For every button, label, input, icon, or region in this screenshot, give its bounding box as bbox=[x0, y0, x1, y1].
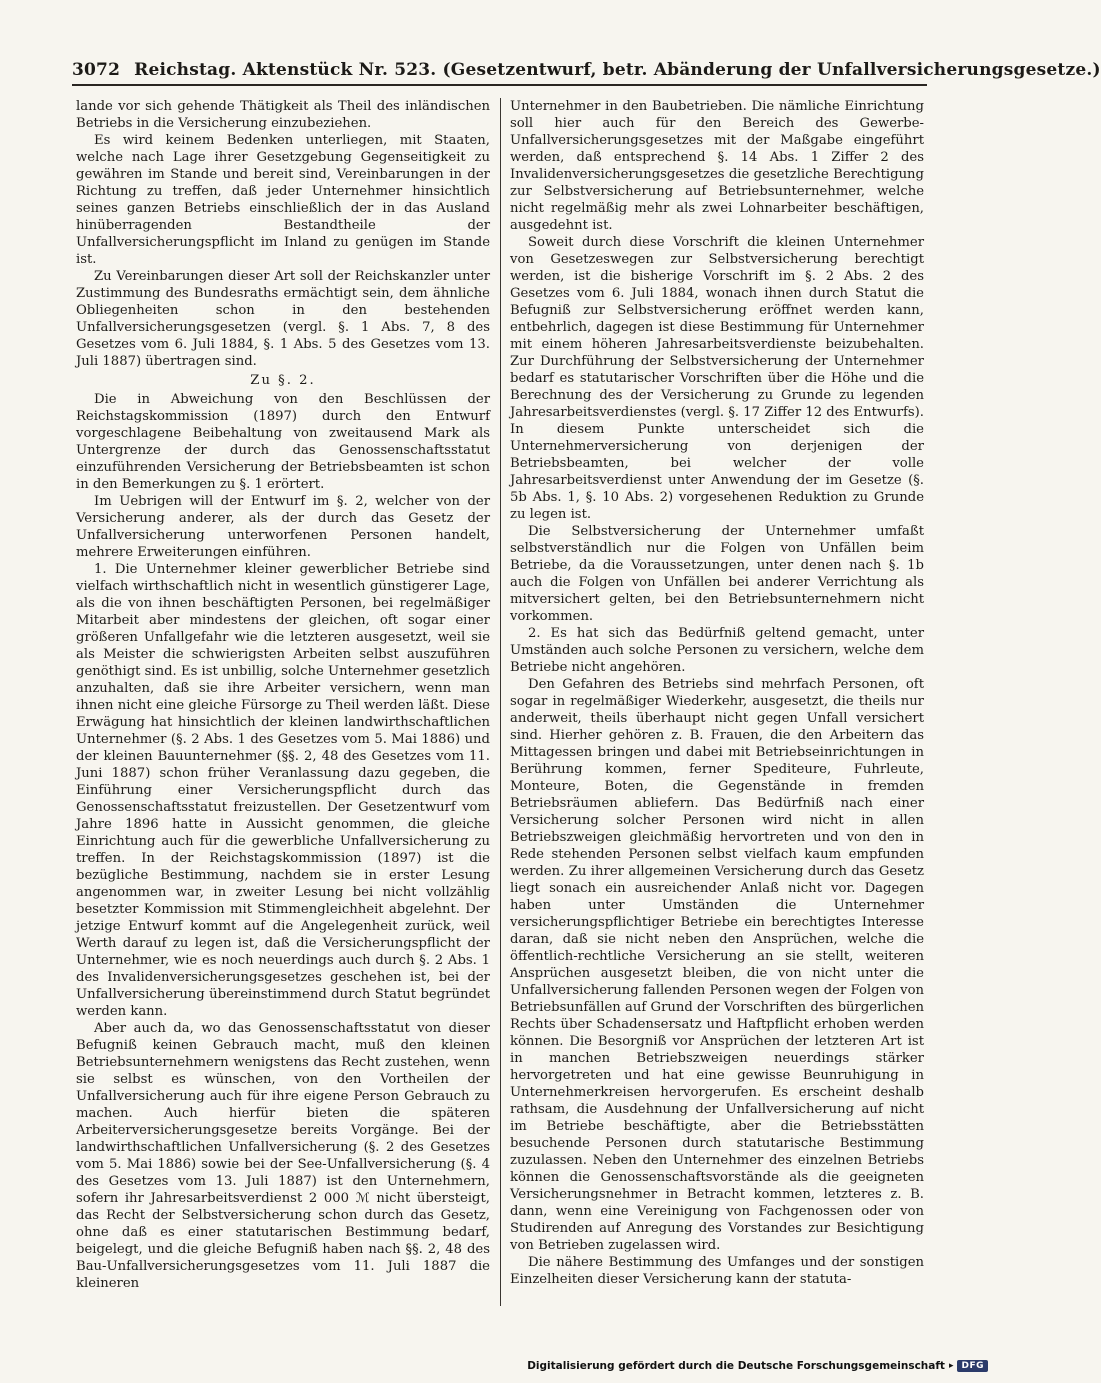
paragraph: Die nähere Bestimmung des Umfanges und der sonstigen Einzelheiten dieser Versicherung kann der statuta- bbox=[510, 1255, 924, 1287]
paragraph: Es wird keinem Bedenken unterliegen, mit Staaten, welche nach Lage ihrer Gesetzgebung Gegenseitigkeit zu gewähren im Stande und bereit sind, Vereinbarungen in der Richtung zu treffen, daß jeder Unternehmer hinsichtlich seines ganzen Betriebs einschließlich der in das Ausland hinüberragenden Bestandtheile der Unfallversicherungspflicht im Inland zu genügen im Stande ist. bbox=[76, 133, 490, 267]
paragraph: lande vor sich gehende Thätigkeit als Theil des inländischen Betriebs in die Versicherung einzubeziehen. bbox=[76, 99, 490, 131]
paragraph: Soweit durch diese Vorschrift die kleinen Unternehmer von Gesetzeswegen zur Selbstversicherung berechtigt werden, ist die bisherige Vorschrift im §. 2 Abs. 2 des Gesetzes vom 6. Juli 1884, wonach ihnen durch Statut die Befugniß zur Selbstversicherung eröffnet werden kann, entbehrlich, dagegen ist diese Bestimmung für Unternehmer mit einem höheren Jahresarbeitsverdienste beizubehalten. Zur Durchführung der Selbstversicherung der Unternehmer bedarf es statutarischer Vorschriften über die Höhe und die Berechnung des der Versicherung zu Grunde zu legenden Jahresarbeitsverdienstes (vergl. §. 17 Ziffer 12 des Entwurfs). In diesem Punkte unterscheidet sich die Unternehmerversicherung von derjenigen der Betriebsbeamten, bei welcher der volle Jahresarbeitsverdienst unter Anwendung der im Gesetze (§. 5b Abs. 1, §. 10 Abs. 2) vorgesehenen Reduktion zu Grunde zu legen ist. bbox=[510, 235, 924, 522]
credit-text: Digitalisierung gefördert durch die Deutsche Forschungsgemeinschaft bbox=[527, 1360, 945, 1372]
header-title: Reichstag. Aktenstück Nr. 523. (Gesetzentwurf, betr. Abänderung der Unfallversicherungsgesetze.) bbox=[134, 60, 1101, 80]
dfg-logo: DFG bbox=[957, 1360, 988, 1372]
paragraph: Die Selbstversicherung der Unternehmer umfaßt selbstverständlich nur die Folgen von Unfällen beim Betriebe, da die Voraussetzungen, unter denen nach §. 1b auch die Folgen von Unfällen bei anderer Verrichtung als mitversichert gelten, bei den Betriebsunternehmern nicht vorkommen. bbox=[510, 524, 924, 624]
paragraph: Im Uebrigen will der Entwurf im §. 2, welcher von der Versicherung anderer, als der durch das Gesetz der Unfallversicherung unterworfenen Personen handelt, mehrere Erweiterungen einführen. bbox=[76, 494, 490, 560]
paragraph: Unternehmer in den Baubetrieben. Die nämliche Einrichtung soll hier auch für den Bereich des Gewerbe-Unfallversicherungsgesetzes mit der Maßgabe eingeführt werden, daß entsprechend §. 14 Abs. 1 Ziffer 2 des Invalidenversicherungsgesetzes die gesetzliche Berechtigung zur Selbstversicherung auf Betriebsunternehmer, welche nicht regelmäßig mehr als zwei Lohnarbeiter beschäftigen, ausgedehnt ist. bbox=[510, 99, 924, 233]
page-number: 3072 bbox=[72, 60, 121, 80]
paragraph: 2. Es hat sich das Bedürfniß geltend gemacht, unter Umständen auch solche Personen zu versichern, welche dem Betriebe nicht angehören. bbox=[510, 626, 924, 675]
paragraph: Zu Vereinbarungen dieser Art soll der Reichskanzler unter Zustimmung des Bundesraths ermächtigt sein, dem ähnliche Obliegenheiten schon in den bestehenden Unfallversicherungsgesetzen (vergl. §. 1 Abs. 7, 8 des Gesetzes vom 6. Juli 1884, §. 1 Abs. 5 des Gesetzes vom 13. Juli 1887) übertragen sind. bbox=[76, 269, 490, 369]
digitization-credit bbox=[527, 1360, 988, 1372]
paragraph: 1. Die Unternehmer kleiner gewerblicher Betriebe sind vielfach wirthschaftlich nicht in wesentlich günstigerer Lage, als die von ihnen beschäftigten Personen, bei regelmäßiger Mitarbeit aber mindestens der gleichen, oft sogar einer größeren Unfallgefahr wie die letzteren ausgesetzt, weil sie als Meister die schwierigsten Arbeiten selbst auszuführen genöthigt sind. Es ist unbillig, solche Unternehmer gesetzlich anzuhalten, daß sie ihre Arbeiter versichern, wenn man ihnen nicht eine gleiche Fürsorge zu Theil werden läßt. Diese Erwägung hat hinsichtlich der kleinen landwirthschaftlichen Unternehmer (§. 2 Abs. 1 des Gesetzes vom 5. Mai 1886) und der kleinen Bauunternehmer (§§. 2, 48 des Gesetzes vom 11. Juni 1887) schon früher Veranlassung dazu gegeben, die Einführung einer Versicherungspflicht durch das Genossenschaftsstatut freizustellen. Der Gesetzentwurf vom Jahre 1896 hatte in Aussicht genommen, die gleiche Einrichtung auch für die gewerbliche Unfallversicherung zu treffen. In der Reichstagskommission (1897) ist die bezügliche Bestimmung, nachdem sie in erster Lesung angenommen war, in zweiter Lesung bei nicht vollzählig besetzter Kommission mit Stimmengleichheit abgelehnt. Der jetzige Entwurf kommt auf die Angelegenheit zurück, weil Werth darauf zu legen ist, daß die Versicherungspflicht der Unternehmer, wie es noch neuerdings auch durch §. 2 Abs. 1 des Invalidenversicherungsgesetzes geschehen ist, bei der Unfallversicherung übereinstimmend durch Statut begründet werden kann. bbox=[76, 562, 490, 1019]
arrow-icon: ▸ bbox=[948, 1361, 954, 1371]
column-divider bbox=[500, 98, 501, 1306]
paragraph: Die in Abweichung von den Beschlüssen der Reichstagskommission (1897) durch den Entwurf vorgeschlagene Beibehaltung von zweitausend Mark als Untergrenze der durch das Genossenschaftsstatut einzuführenden Versicherung der Betriebsbeamten ist schon in den Bemerkungen zu §. 1 erörtert. bbox=[76, 392, 490, 492]
paragraph: Aber auch da, wo das Genossenschaftsstatut von dieser Befugniß keinen Gebrauch macht, muß den kleinen Betriebsunternehmern wenigstens das Recht zustehen, wenn sie selbst es wünschen, von den Vortheilen der Unfallversicherung auch für ihre eigene Person Gebrauch zu machen. Auch hierfür bieten die späteren Arbeiterversicherungsgesetze bereits Vorgänge. Bei der landwirthschaftlichen Unfallversicherung (§. 2 des Gesetzes vom 5. Mai 1886) sowie bei der See-Unfallversicherung (§. 4 des Gesetzes vom 13. Juli 1887) ist den Unternehmern, sofern ihr Jahresarbeitsverdienst 2 000 ℳ nicht übersteigt, das Recht der Selbstversicherung schon durch das Gesetz, ohne daß es einer statutarischen Bestimmung bedarf, beigelegt, und die gleiche Befugniß haben nach §§. 2, 48 des Bau-Unfallversicherungsgesetzes vom 11. Juli 1887 die kleineren bbox=[76, 1021, 490, 1291]
paragraph: Den Gefahren des Betriebs sind mehrfach Personen, oft sogar in regelmäßiger Wiederkehr, ausgesetzt, die theils nur anderweit, theils überhaupt nicht gegen Unfall versichert sind. Hierher gehören z. B. Frauen, die den Arbeitern das Mittagessen bringen und dabei mit Betriebseinrichtungen in Berührung kommen, ferner Spediteure, Fuhrleute, Monteure, Boten, die Gegenstände in fremden Betriebsräumen abliefern. Das Bedürfniß nach einer Versicherung solcher Personen wird nicht in allen Betriebszweigen gleichmäßig hervortreten und von den in Rede stehenden Personen selbst vielfach kaum empfunden werden. Zu ihrer allgemeinen Versicherung durch das Gesetz liegt sonach ein ausreichender Anlaß nicht vor. Dagegen haben unter Umständen die Unternehmer versicherungspflichtiger Betriebe ein berechtigtes Interesse daran, daß sie nicht neben den Ansprüchen, welche die öffentlich-rechtliche Versicherung an sie stellt, weiteren Ansprüchen ausgesetzt bleiben, die von nicht unter die Unfallversicherung fallenden Personen wegen der Folgen von Betriebsunfällen auf Grund der Vorschriften des bürgerlichen Rechts über Schadensersatz und Haftpflicht erhoben werden können. Die Besorgniß vor Ansprüchen der letzteren Art ist in manchen Betriebszweigen neuerdings stärker hervorgetreten und hat eine gewisse Beunruhigung in Unternehmerkreisen hervorgerufen. Es erscheint deshalb rathsam, die Ausdehnung der Unfallversicherung auf nicht im Betriebe beschäftigte, aber die Betriebsstätten besuchende Personen durch statutarische Bestimmung zuzulassen. Neben den Unternehmer des einzelnen Betriebs können die Genossenschaftsvorstände als die geeigneten Versicherungsnehmer in Betracht kommen, letzteres z. B. dann, wenn eine Vereinigung von Fachgenossen oder von Studirenden auf Anregung des Vorstandes zur Besichtigung von Betrieben zugelassen wird. bbox=[510, 677, 924, 1253]
right-column bbox=[510, 98, 924, 1306]
section-heading: Zu §. 2. bbox=[250, 373, 316, 388]
page-header bbox=[72, 60, 1101, 86]
left-column bbox=[76, 98, 490, 1306]
